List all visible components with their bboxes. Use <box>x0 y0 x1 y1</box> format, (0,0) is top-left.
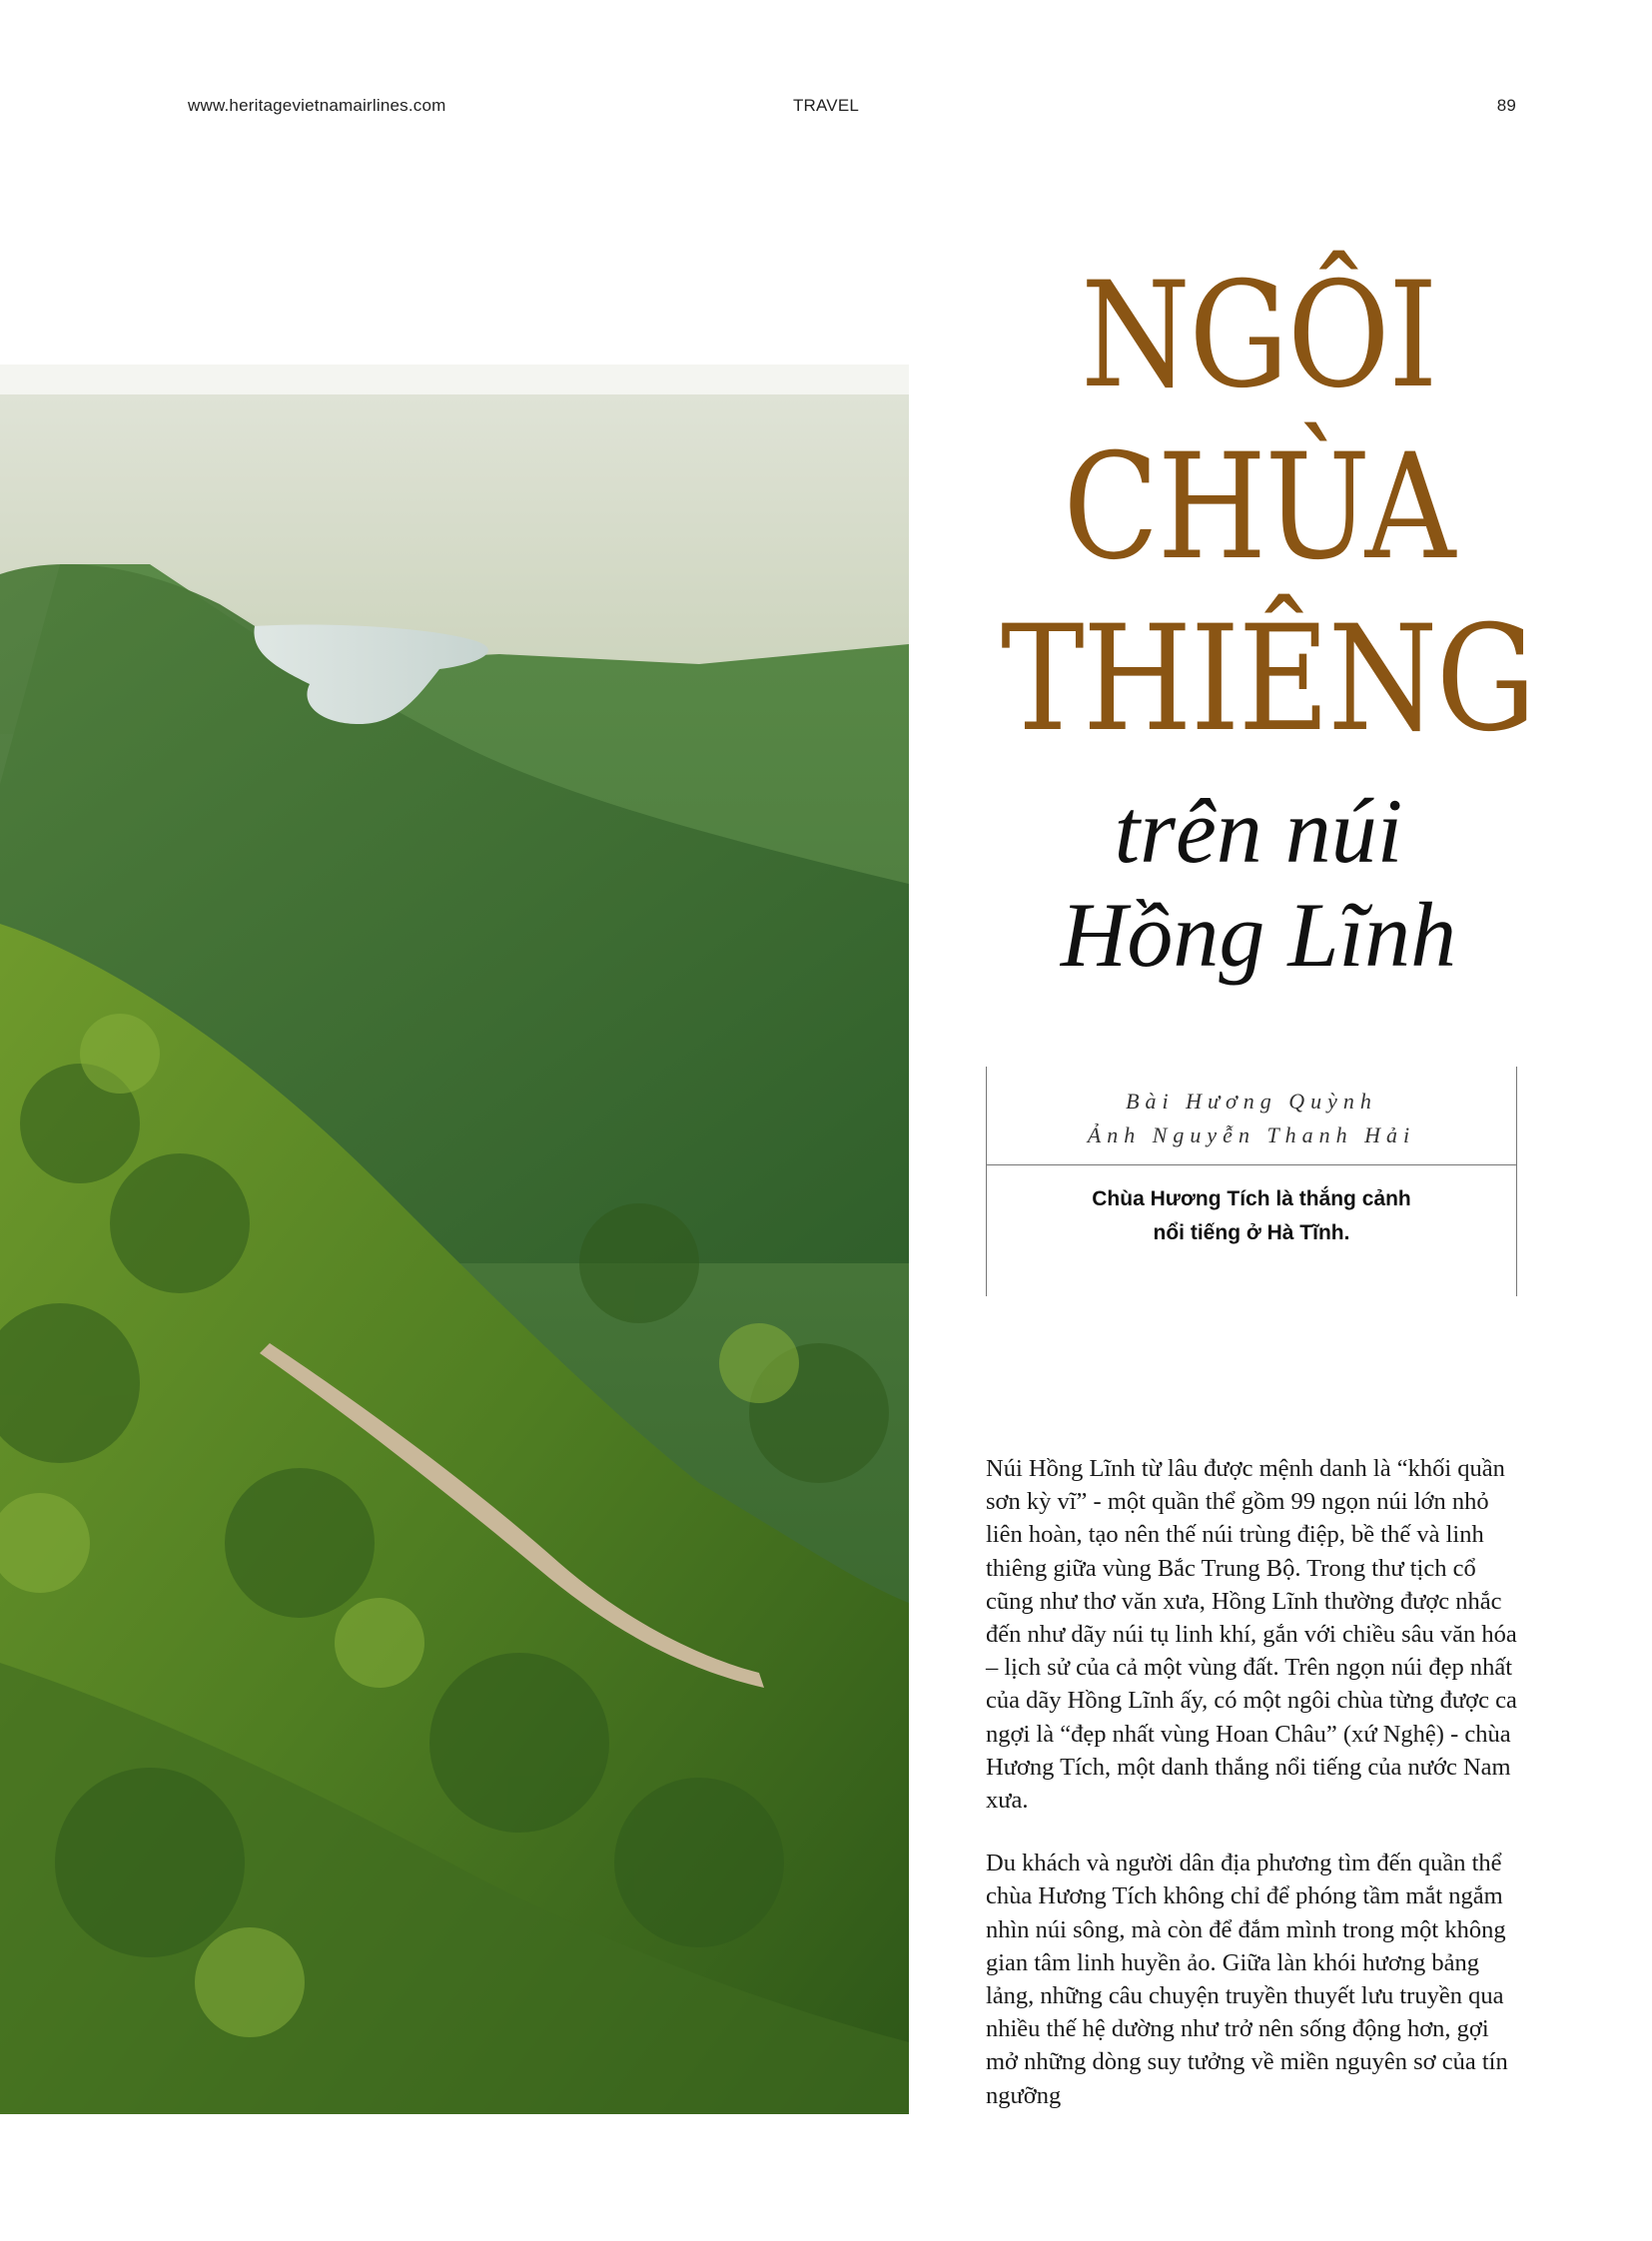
body-paragraph: Núi Hồng Lĩnh từ lâu được mệnh danh là “khối quần sơn kỳ vĩ” - một quần thể gồm 99 ngọn núi lớn nhỏ liên hoàn, tạo nên thế núi trùng điệp, bề thế và linh thiêng giữa vùng Bắc Trung Bộ. Trong thư tịch cổ cũng như thơ văn xưa, Hồng Lĩnh thường được nhắc đến như dãy núi tụ linh khí, gắn với chiều sâu văn hóa – lịch sử của cả một vùng đất. Trên ngọn núi đẹp nhất của dãy Hồng Lĩnh ấy, có một ngôi chùa từng được ca ngợi là “đẹp nhất vùng Hoan Châu” (xứ Nghệ) - chùa Hương Tích, một danh thắng nổi tiếng của nước Nam xưa. <box>986 1455 1517 1815</box>
divider <box>986 1164 1517 1165</box>
title-line: NGÔI <box>1081 251 1436 420</box>
caption-line: nổi tiếng ở Hà Tĩnh. <box>1153 1221 1350 1244</box>
title-line: CHÙA <box>1063 422 1454 592</box>
credit-box <box>986 1067 1517 1296</box>
photo-caption <box>986 1182 1517 1250</box>
title-line: THIÊNG <box>1001 594 1535 764</box>
subtitle-line: trên núi <box>1114 780 1403 882</box>
credits <box>986 1085 1517 1152</box>
writer-credit: Bài Hương Quỳnh <box>1126 1089 1377 1114</box>
subtitle-line: Hồng Lĩnh <box>1060 884 1457 986</box>
article-subtitle <box>959 779 1558 987</box>
page-number: 89 <box>1496 96 1516 115</box>
caption-line: Chùa Hương Tích là thắng cảnh <box>1092 1187 1411 1210</box>
section-label: TRAVEL <box>792 96 860 115</box>
photographer-credit: Ảnh Nguyễn Thanh Hải <box>1087 1122 1416 1147</box>
article-title <box>959 250 1558 765</box>
mountain-landscape-photo <box>0 365 909 2114</box>
website-url: www.heritagevietnamairlines.com <box>188 96 446 115</box>
article-body <box>986 1452 1525 2142</box>
body-paragraph: Du khách và người dân địa phương tìm đến quần thể chùa Hương Tích không chỉ để phóng tầm mắt ngắm nhìn núi sông, mà còn để đắm mình trong một không gian tâm linh huyền ảo. Giữa làn khói hương bảng lảng, những câu chuyện truyền thuyết lưu truyền qua nhiều thế hệ dường như trở nên sống động hơn, gợi mở những dòng suy tưởng về miền nguyên sơ của tín ngưỡng <box>986 1850 1508 2109</box>
